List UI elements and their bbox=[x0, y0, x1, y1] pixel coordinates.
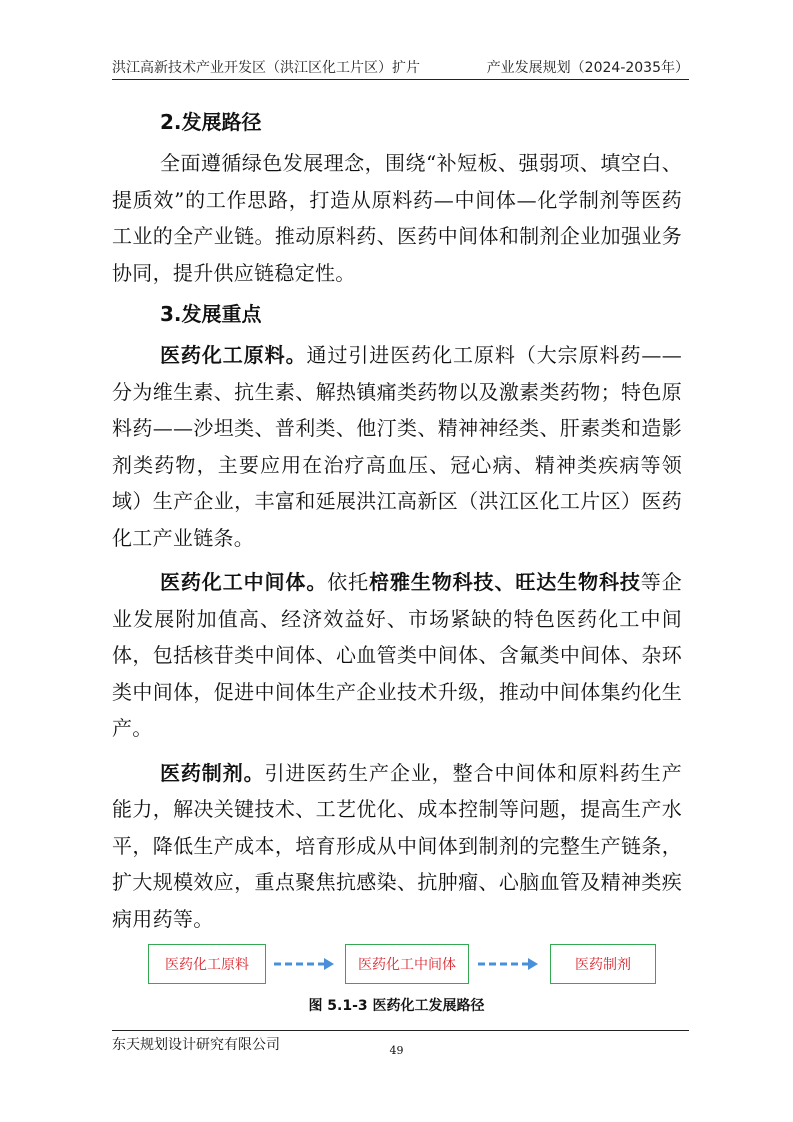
diagram-box-raw-materials: 医药化工原料 bbox=[148, 944, 266, 984]
section-heading-development-focus: 3.发展重点 bbox=[160, 302, 262, 326]
footer-divider bbox=[112, 1030, 689, 1031]
paragraph-body-intermediates-2: 等企业发展附加值高、经济效益好、市场紧缺的特色医药化工中间体，包括核苷类中间体、心血管类中间体、含氟类中间体、杂环类中间体，促进中间体生产企业技术升级，推动中间体集约化生产。 bbox=[112, 570, 682, 740]
paragraph-body-intermediates-1: 依托 bbox=[327, 570, 370, 594]
arrow-right-icon bbox=[272, 954, 336, 974]
paragraph-lead-preparations: 医药制剂。 bbox=[160, 760, 265, 785]
footer-company: 东天规划设计研究有限公司 bbox=[112, 1037, 280, 1053]
development-path-diagram bbox=[148, 944, 658, 986]
paragraph-raw-materials bbox=[112, 337, 682, 556]
paragraph-lead-raw-materials: 医药化工原料。 bbox=[160, 343, 307, 367]
diagram-box-intermediates: 医药化工中间体 bbox=[345, 944, 469, 984]
paragraph-body-raw-materials: 通过引进医药化工原料（大宗原料药——分为维生素、抗生素、解热镇痛类药物以及激素类药物；特色原料药——沙坦类、普利类、他汀类、精神神经类、肝素类和造影剂类药物，主要应用在治疗高血压、冠心病、精神类疾病等领域）生产企业，丰富和延展洪江高新区（洪江区化工片区）医药化工产业链条。 bbox=[112, 343, 682, 550]
arrow-right-icon bbox=[476, 954, 540, 974]
paragraph-body-preparations: 引进医药生产企业，整合中间体和原料药生产能力，解决关键技术、工艺优化、成本控制等问题，提高生产水平，降低生产成本，培育形成从中间体到制剂的完整生产链条，扩大规模效应，重点聚焦抗感染、抗肿瘤、心脑血管及精神类疾病用药等。 bbox=[112, 760, 683, 931]
section-heading-development-path: 2.发展路径 bbox=[160, 110, 262, 134]
main-content bbox=[112, 105, 682, 937]
header-right-title: 产业发展规划（2024-2035年） bbox=[486, 60, 689, 76]
paragraph-preparations bbox=[112, 755, 682, 938]
diagram-box-preparations: 医药制剂 bbox=[550, 944, 656, 984]
paragraph-lead-intermediates: 医药化工中间体。 bbox=[160, 570, 328, 594]
page-number: 49 bbox=[389, 1044, 404, 1057]
paragraph-development-path: 全面遵循绿色发展理念，围绕“补短板、强弱项、填空白、提质效”的工作思路，打造从原料药—中间体—化学制剂等医药工业的全产业链。推动原料药、医药中间体和制剂企业加强业务协同，提升供应链稳定性。 bbox=[112, 151, 682, 285]
figure-caption: 图 5.1-3 医药化工发展路径 bbox=[308, 998, 485, 1014]
paragraph-intermediates bbox=[112, 564, 682, 747]
company-names: 棓雅生物科技、旺达生物科技 bbox=[369, 570, 641, 594]
header-left-title: 洪江高新技术产业开发区（洪江区化工片区）扩片 bbox=[112, 60, 420, 76]
page-header bbox=[112, 55, 689, 80]
